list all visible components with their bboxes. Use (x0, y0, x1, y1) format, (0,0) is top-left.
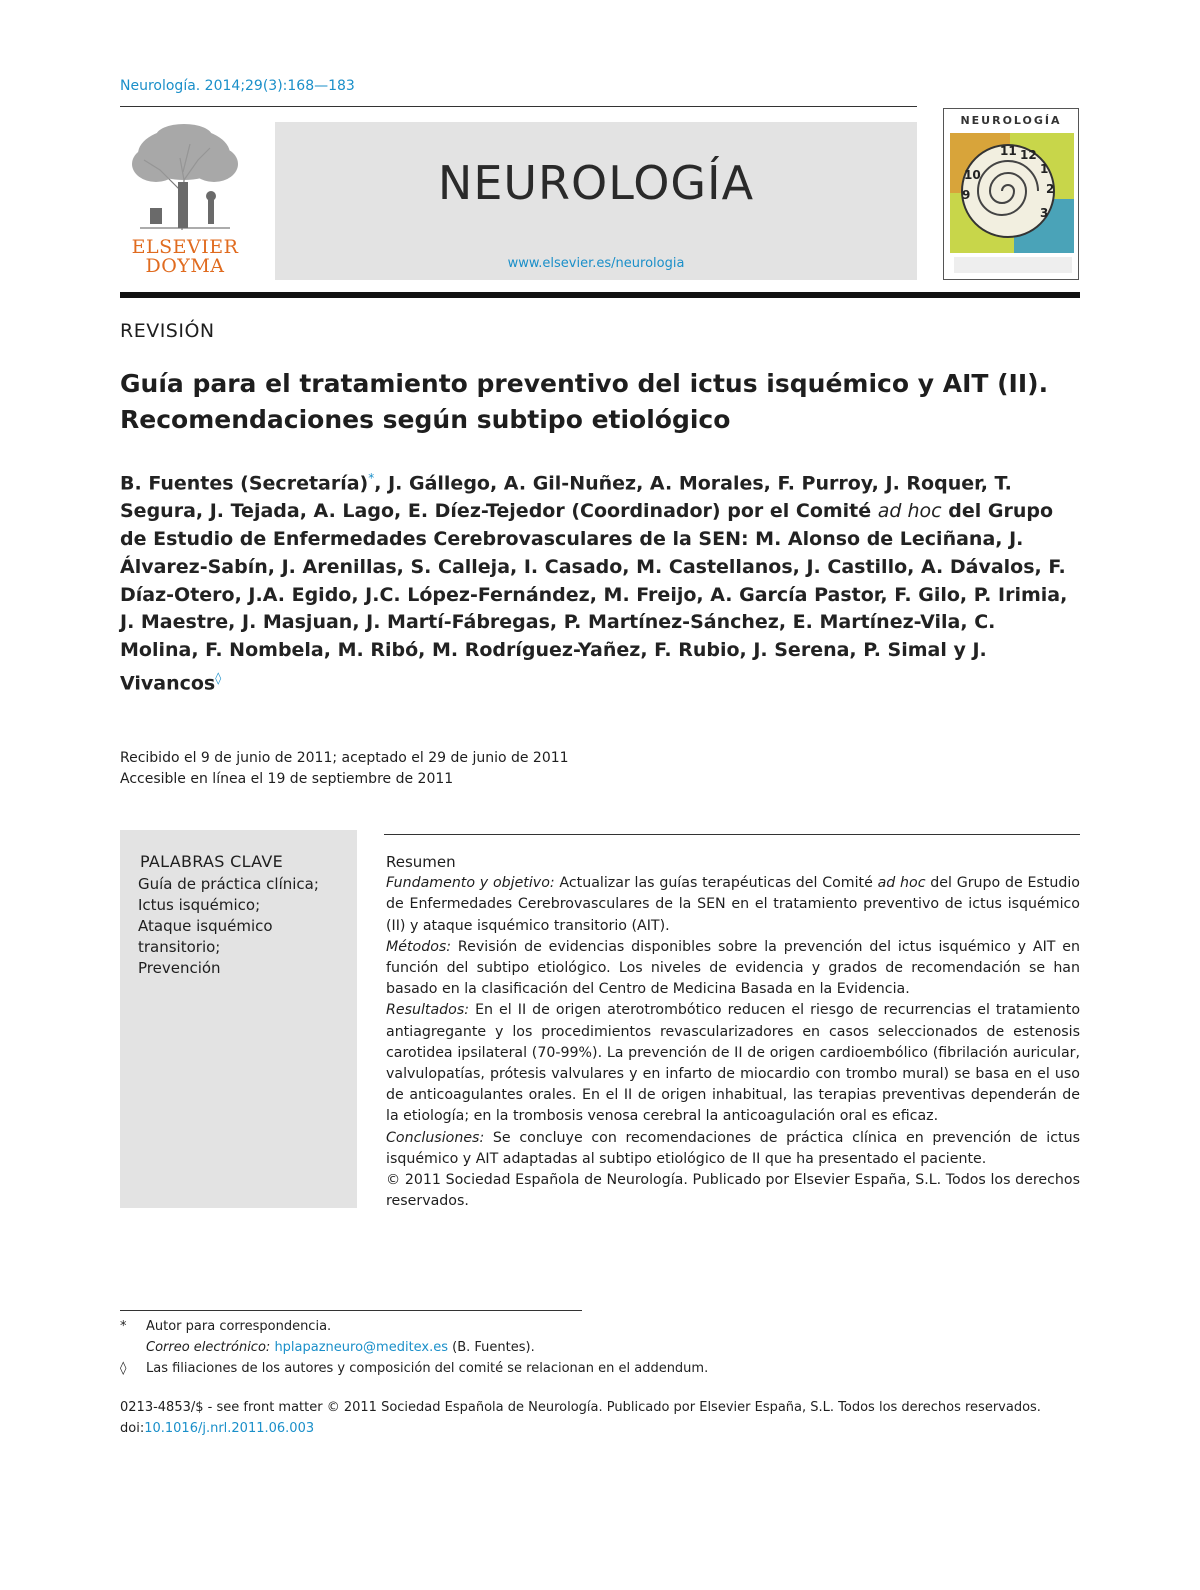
doi-line (120, 1418, 1080, 1439)
footnote-mark: ◊ (120, 1361, 127, 1376)
svg-text:1: 1 (1040, 162, 1049, 176)
abstract (386, 852, 1080, 1212)
keyword-item: Prevención (138, 959, 221, 977)
authors-text-2: , J. Gállego, A. Gil-Nuñez, A. Morales, F. Purroy, J. Roquer, T. Segura, J. Tejada, A. Lago, E. Díez-Tejedor (Coordinador) por el Comité (120, 472, 1012, 523)
header-rule (120, 292, 1080, 298)
page-footer (120, 1397, 1080, 1439)
email-owner: (B. Fuentes). (448, 1340, 535, 1355)
abstract-copyright: © 2011 Sociedad Española de Neurología. Publicado por Elsevier España, S.L. Todos los derechos reservados. (386, 1172, 1080, 1210)
issn-line: 0213-4853/$ - see front matter © 2011 Sociedad Española de Neurología. Publicado por Elsevier España, S.L. Todos los derechos reservados. (120, 1400, 1041, 1415)
keywords-title: PALABRAS CLAVE (140, 852, 284, 871)
authors-text-1: B. Fuentes (Secretaría) (120, 472, 369, 495)
footnote-corresponding-text: Autor para correspondencia. (146, 1319, 332, 1334)
fundamento-text-b: del Grupo de Estudio de Enfermedades Cerebrovasculares de la SEN en el tratamiento preventivo de ictus isquémico (II) y ataque isquémico transitorio (AIT). (386, 875, 1080, 934)
resultados-label: Resultados: (386, 1002, 470, 1019)
abstract-fundamento (386, 873, 1080, 937)
svg-text:9: 9 (962, 188, 971, 202)
authors-text-3: del Grupo de Estudio de Enfermedades Cerebrovasculares de la SEN: M. Alonso de Leciñana, J. Álvarez-Sabín, J. Arenillas, S. Calleja, I. Casado, M. Castellanos, J. Castillo, A. Dávalos, F. Díaz-Otero, J.A. Egido, J.C. López-Fernández, M. Freijo, A. García Pastor, F. Gilo, P. Irimia, J. Maestre, J. Masjuan, J. Martí-Fábregas, P. Martínez-Sánchez, E. Martínez-Vila, C. Molina, F. Nombela, M. Ribó, M. Rodríguez-Yañez, F. Rubio, J. Serena, P. Simal y J. Vivancos (120, 500, 1068, 695)
resultados-text: En el II de origen aterotrombótico reducen el riesgo de recurrencias el tratamiento antiagregante y los procedimientos revascularizadores en casos seleccionados de estenosis carotidea ipsilateral (70-99%). La prevención de II de origen cardioembólico (fibrilación auricular, valvulopatías, prótesis valvulares y en infarto de miocardio con trombo mural) se basa en el uso de anticoagulantes orales. En el II de origen inhabitual, las terapias preventivas dependerán de la etiología; en la trombosis venosa cerebral la anticoagulación oral es eficaz. (386, 1002, 1080, 1125)
footnote-mark: * (120, 1319, 127, 1334)
journal-url-link[interactable]: www.elsevier.es/neurologia (507, 256, 685, 271)
article-type: REVISIÓN (120, 320, 215, 342)
clock-spiral-icon (944, 129, 1079, 279)
journal-banner (275, 122, 917, 280)
author-list (120, 465, 1080, 698)
header-divider (120, 106, 917, 107)
publisher-name-line2: DOYMA (145, 255, 225, 277)
footnotes (120, 1316, 820, 1379)
keyword-item: Ataque isquémico transitorio; (138, 917, 273, 956)
abstract-conclusiones (386, 1128, 1080, 1170)
doi-label: doi: (120, 1421, 145, 1436)
article-title (120, 366, 1080, 438)
conclusiones-text: Se concluye con recomendaciones de práctica clínica en prevención de ictus isquémico y AIT adaptadas al subtipo etiológico de II que ha presentado el paciente. (386, 1129, 1080, 1167)
keyword-item: Guía de práctica clínica; (138, 875, 319, 893)
article-title-line2: Recomendaciones según subtipo etiológico (120, 405, 731, 434)
elsevier-doyma-logo[interactable] (120, 120, 250, 280)
conclusiones-label: Conclusiones: (386, 1129, 485, 1146)
authors-adhoc: ad hoc (877, 500, 942, 523)
doi-link[interactable]: 10.1016/j.nrl.2011.06.003 (144, 1421, 315, 1436)
svg-text:10: 10 (964, 168, 981, 182)
abstract-metodos (386, 937, 1080, 1001)
svg-text:12: 12 (1020, 148, 1037, 162)
abstract-heading: Resumen (386, 853, 456, 871)
metodos-label: Métodos: (386, 938, 452, 955)
elsevier-tree-icon (120, 120, 250, 232)
email-label: Correo electrónico: (146, 1340, 271, 1355)
fundamento-adhoc: ad hoc (877, 875, 926, 892)
online-date: Accesible en línea el 19 de septiembre de 2011 (120, 771, 454, 787)
footnote-affiliations-text: Las filiaciones de los autores y composición del comité se relacionan en el addendum. (146, 1361, 709, 1376)
publisher-name (120, 238, 250, 276)
cover-title: NEUROLOGÍA (960, 114, 1062, 127)
fundamento-label: Fundamento y objetivo: (386, 875, 555, 892)
svg-text:11: 11 (1000, 144, 1017, 158)
fundamento-text-a: Actualizar las guías terapéuticas del Comité (554, 875, 878, 892)
abstract-resultados (386, 1000, 1080, 1127)
footnote-email (120, 1337, 820, 1358)
article-dates (120, 748, 569, 790)
metodos-text: Revisión de evidencias disponibles sobre la prevención del ictus isquémico y AIT en función del subtipo etiológico. Los niveles de evidencia y grados de recomendación se han basado en la clasificación del Centro de Medicina Basada en la Evidencia. (386, 938, 1080, 998)
svg-text:3: 3 (1040, 206, 1049, 220)
article-title-line1: Guía para el tratamiento preventivo del ictus isquémico y AIT (II). (120, 369, 1049, 398)
received-date: Recibido el 9 de junio de 2011; aceptado el 29 de junio de 2011 (120, 750, 569, 766)
keywords-list (138, 874, 338, 979)
publisher-name-line1: ELSEVIER (131, 236, 239, 258)
affiliation-note-link[interactable]: ◊ (215, 670, 222, 685)
keyword-item: Ictus isquémico; (138, 896, 261, 914)
journal-cover-image (943, 108, 1079, 280)
corresponding-author-link[interactable]: * (368, 471, 375, 485)
svg-text:2: 2 (1046, 182, 1055, 196)
email-link[interactable]: hplapazneuro@meditex.es (274, 1340, 449, 1355)
keywords-box (120, 830, 357, 1208)
footnote-divider (120, 1310, 582, 1311)
footnote-affiliations (120, 1358, 820, 1379)
journal-title: NEUROLOGÍA (437, 156, 755, 210)
abstract-divider (384, 834, 1080, 835)
footnote-corresponding (120, 1316, 820, 1337)
journal-citation: Neurología. 2014;29(3):168—183 (120, 78, 355, 94)
